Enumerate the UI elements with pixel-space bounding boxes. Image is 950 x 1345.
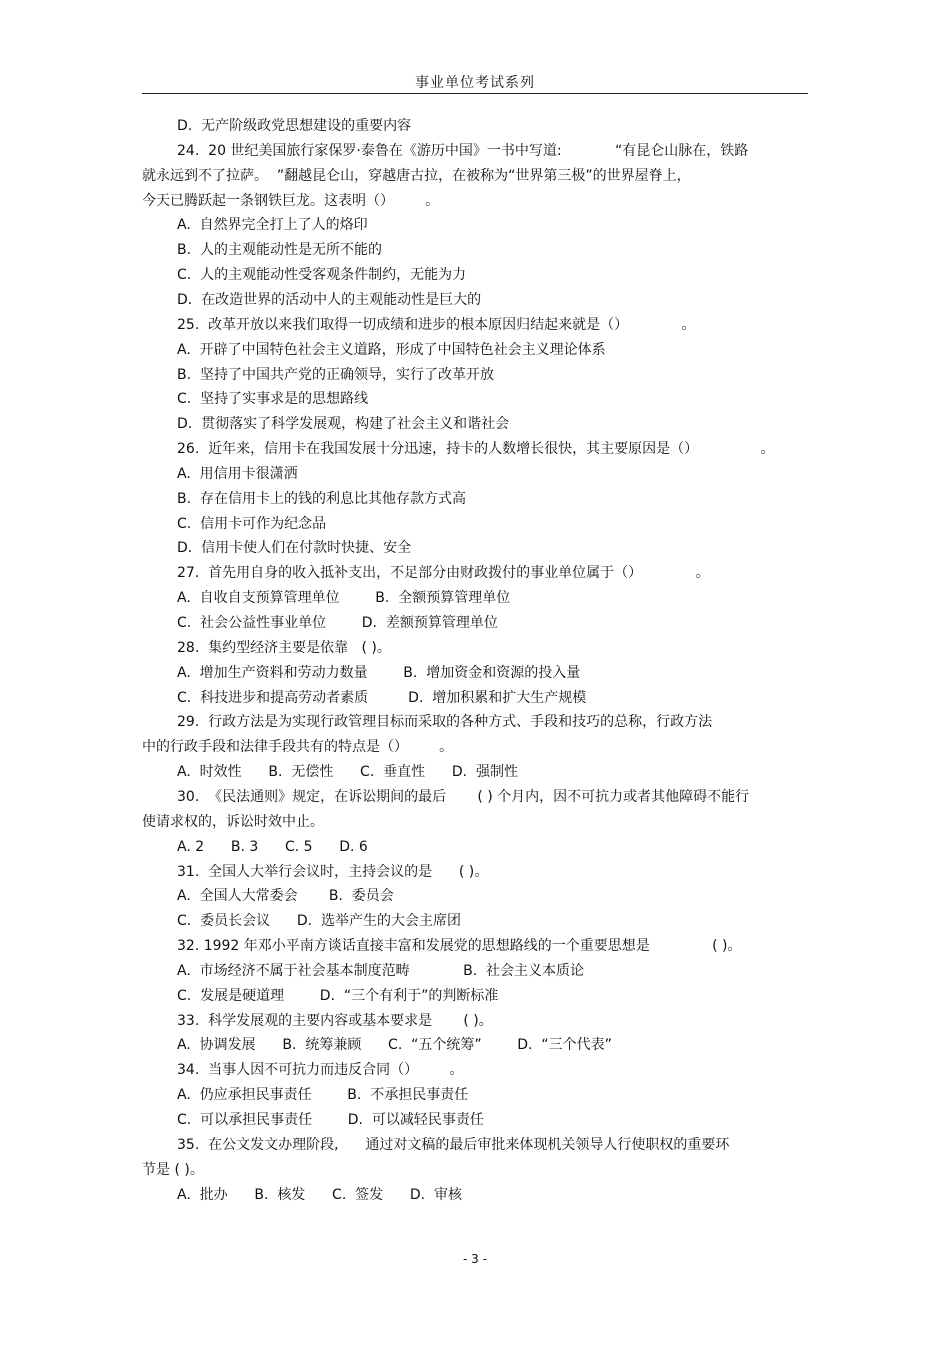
text-line: 25. 改革开放以来我们取得一切成绩和进步的根本原因归结起来就是（） 。 (177, 316, 696, 333)
text-line: D. 信用卡使人们在付款时快捷、安全 (177, 540, 412, 557)
text-line: A. 开辟了中国特色社会主义道路，形成了中国特色社会主义理论体系 (177, 341, 606, 358)
text-line: C. 发展是硬道理 D. “三个有利于”的判断标准 (177, 987, 499, 1004)
text-line: B. 坚持了中国共产党的正确领导，实行了改革开放 (177, 366, 494, 383)
text-line: 35. 在公文发文办理阶段, 通过对文稿的最后审批来体现机关领导人行使职权的重要环 (177, 1136, 730, 1153)
text-line: A. 时效性 B. 无偿性 C. 垂直性 D. 强制性 (177, 764, 518, 781)
header-rule (142, 93, 808, 94)
text-line: C. 人的主观能动性受客观条件制约，无能为力 (177, 267, 467, 284)
text-line: A. 市场经济不属于社会基本制度范畴 B. 社会主义本质论 (177, 962, 585, 979)
text-line: C. 社会公益性事业单位 D. 差额预算管理单位 (177, 615, 498, 631)
text-line: 27. 首先用自身的收入抵补支出，不足部分由财政拨付的事业单位属于（） 。 (177, 565, 710, 582)
text-line: B. 存在信用卡上的钱的利息比其他存款方式高 (177, 490, 466, 507)
text-line: 30. 《民法通则》规定，在诉讼期间的最后 ( ) 个月内，因不可抗力或者其他障碍不能行 (177, 788, 750, 805)
text-line: D. 无产阶级政党思想建设的重要内容 (177, 118, 412, 134)
text-line: 29. 行政方法是为实现行政管理目标而采取的各种方式、手段和技巧的总称，行政方法 (177, 714, 713, 731)
page-number: - 3 - (463, 1252, 487, 1266)
text-line: 就永远到不了拉萨。 ”翻越昆仑山，穿越唐古拉，在被称为“世界第三极”的世界屋脊上， (142, 167, 691, 184)
text-line: 使请求权的，诉讼时效中止。 (142, 813, 324, 830)
text-line: A. 用信用卡很潇洒 (177, 465, 298, 482)
text-line: A. 增加生产资料和劳动力数量 B. 增加资金和资源的投入量 (177, 664, 581, 681)
text-line: 31. 全国人大举行会议时，主持会议的是 ( )。 (177, 863, 489, 880)
text-line: A. 自然界完全打上了人的烙印 (177, 217, 368, 234)
text-line: C. 委员长会议 D. 选举产生的大会主席团 (177, 913, 461, 930)
text-line: 34. 当事人因不可抗力而违反合同（） 。 (177, 1062, 464, 1079)
text-line: C. 可以承担民事责任 D. 可以减轻民事责任 (177, 1112, 484, 1128)
text-line: 28. 集约型经济主要是依靠 ( )。 (177, 639, 391, 656)
text-line: C. 信用卡可作为纪念品 (177, 515, 327, 532)
text-line: 中的行政手段和法律手段共有的特点是（） 。 (142, 739, 454, 756)
text-line: A. 仍应承担民事责任 B. 不承担民事责任 (177, 1087, 469, 1104)
text-line: A. 批办 B. 核发 C. 签发 D. 审核 (177, 1186, 462, 1203)
text-line: B. 人的主观能动性是无所不能的 (177, 242, 382, 259)
page-header-title: 事业单位考试系列 (415, 75, 535, 91)
text-line: 26. 近年来，信用卡在我国发展十分迅速，持卡的人数增长很快，其主要原因是（） 。 (177, 441, 775, 458)
text-line: 今天已腾跃起一条钢铁巨龙。这表明（） 。 (142, 192, 440, 209)
text-line: 节是 ( )。 (142, 1161, 204, 1178)
text-line: A. 2 B. 3 C. 5 D. 6 (177, 838, 368, 855)
text-line: 24. 20 世纪美国旅行家保罗·泰鲁在《游历中国》一书中写道: “有昆仑山脉在，铁路 (177, 142, 749, 159)
text-line: A. 全国人大常委会 B. 委员会 (177, 888, 394, 905)
text-line: 32. 1992 年邓小平南方谈话直接丰富和发展党的思想路线的一个重要思想是 ( )。 (177, 938, 742, 955)
text-line: C. 科技进步和提高劳动者素质 D. 增加积累和扩大生产规模 (177, 689, 587, 706)
text-line: 33. 科学发展观的主要内容或基本要求是 ( )。 (177, 1012, 493, 1029)
text-line: A. 自收自支预算管理单位 B. 全额预算管理单位 (177, 590, 511, 607)
text-line: D. 在改造世界的活动中人的主观能动性是巨大的 (177, 291, 482, 308)
text-line: A. 协调发展 B. 统筹兼顾 C. “五个统筹” D. “三个代表” (177, 1037, 612, 1054)
text-line: D. 贯彻落实了科学发展观，构建了社会主义和谐社会 (177, 416, 510, 433)
text-line: C. 坚持了实事求是的思想路线 (177, 391, 369, 408)
